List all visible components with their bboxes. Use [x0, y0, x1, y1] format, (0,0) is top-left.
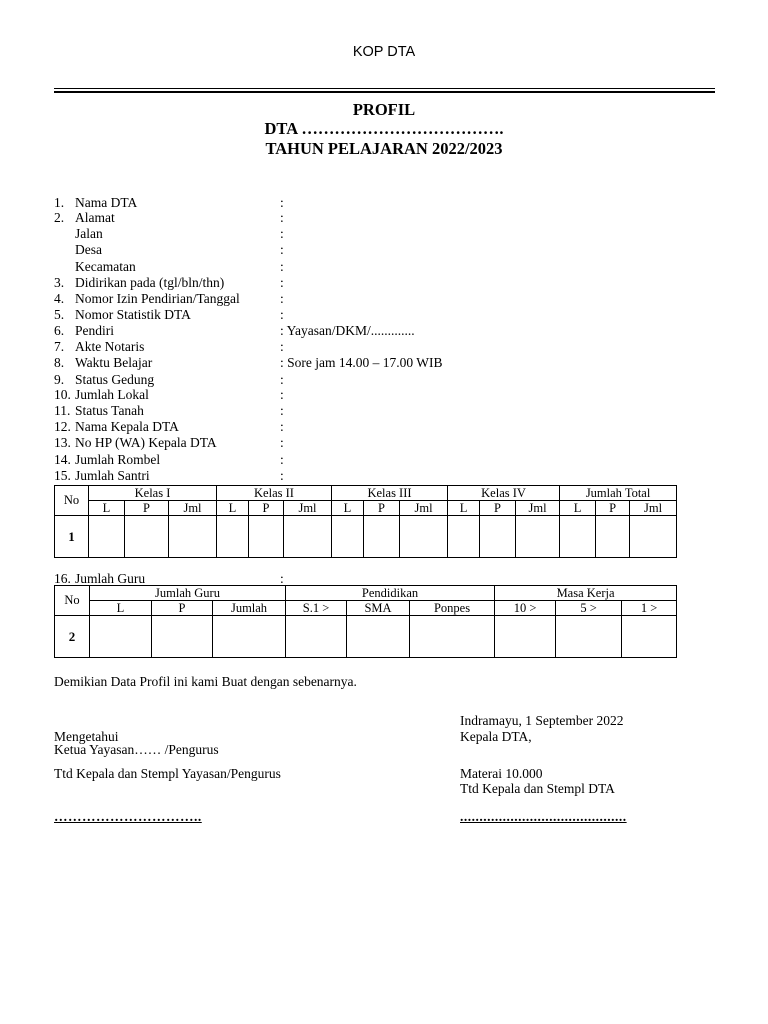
field-number: 12. — [54, 419, 71, 434]
field-value: : — [280, 468, 284, 483]
left-sign-ttd: Ttd Kepala dan Stempl Yayasan/Pengurus — [54, 766, 281, 781]
field-value: : — [280, 291, 284, 306]
guru-sub-header: S.1 > — [286, 601, 347, 616]
guru-sub-header: 1 > — [622, 601, 677, 616]
field-value: : — [280, 242, 284, 257]
santri-group-header: Jumlah Total — [560, 486, 677, 501]
field-value: : Yayasan/DKM/............. — [280, 323, 415, 338]
field-label: Jumlah Rombel — [75, 452, 161, 467]
santri-cell — [560, 516, 596, 558]
santri-sub-header: Jml — [630, 501, 677, 516]
santri-cell — [169, 516, 217, 558]
field-label: Desa — [75, 242, 102, 257]
field-value: : — [280, 275, 284, 290]
field-label: Status Gedung — [75, 372, 155, 387]
santri-sub-header: L — [560, 501, 596, 516]
santri-sub-header: Jml — [284, 501, 332, 516]
field-label: Nomor Statistik DTA — [75, 307, 191, 322]
santri-group-header: Kelas II — [217, 486, 332, 501]
santri-sub-header: Jml — [169, 501, 217, 516]
field-number: 2. — [54, 210, 65, 225]
santri-sub-header: Jml — [516, 501, 560, 516]
doc-subtitle-year: TAHUN PELAJARAN 2022/2023 — [265, 139, 503, 158]
field-value: : — [280, 452, 284, 467]
santri-no-header: No — [55, 486, 89, 516]
field-label: Pendiri — [75, 323, 114, 338]
santri-cell — [125, 516, 169, 558]
field-label: Nama Kepala DTA — [75, 419, 179, 434]
right-sign-ttd: Ttd Kepala dan Stempl DTA — [460, 781, 615, 796]
field-value: : — [280, 403, 284, 418]
guru-cell — [152, 616, 213, 658]
letterhead-title: KOP DTA — [352, 44, 416, 60]
santri-cell — [284, 516, 332, 558]
field-number: 7. — [54, 339, 65, 354]
field-value: : — [280, 210, 284, 225]
field-value: : — [280, 435, 284, 450]
guru-cell — [495, 616, 556, 658]
guru-group-header: Pendidikan — [286, 586, 495, 601]
field-label: Nama DTA — [75, 195, 138, 210]
guru-cell — [556, 616, 622, 658]
santri-cell — [217, 516, 249, 558]
closing-statement: Demikian Data Profil ini kami Buat dengan sebenarnya. — [54, 674, 357, 689]
field-value: : — [280, 226, 284, 241]
santri-sub-header: Jml — [400, 501, 448, 516]
santri-cell — [630, 516, 677, 558]
guru-row-number: 2 — [55, 616, 90, 658]
guru-sub-header: SMA — [347, 601, 410, 616]
santri-cell — [596, 516, 630, 558]
santri-sub-header: P — [596, 501, 630, 516]
field-label: Kecamatan — [75, 259, 136, 274]
guru-cell — [213, 616, 286, 658]
guru-no-header: No — [55, 586, 90, 616]
guru-group-header: Jumlah Guru — [90, 586, 286, 601]
santri-sub-header: P — [125, 501, 169, 516]
santri-cell — [400, 516, 448, 558]
santri-cell — [332, 516, 364, 558]
field-number: 6. — [54, 323, 65, 338]
right-sign-materai: Materai 10.000 — [460, 766, 543, 781]
santri-cell — [516, 516, 560, 558]
left-sign-heading: Mengetahui — [54, 729, 119, 744]
santri-sub-header: L — [332, 501, 364, 516]
guru-sub-header: Ponpes — [410, 601, 495, 616]
guru-cell — [622, 616, 677, 658]
doc-subtitle-dta: DTA ………………………………. — [264, 119, 504, 138]
field-number: 14. — [54, 452, 71, 467]
doc-title: PROFIL — [352, 100, 416, 119]
field-label: Jumlah Santri — [75, 468, 150, 483]
santri-cell — [364, 516, 400, 558]
field-number: 9. — [54, 372, 65, 387]
right-sign-role: Kepala DTA, — [460, 729, 532, 744]
field-label: Waktu Belajar — [75, 355, 153, 370]
field-label: Jalan — [75, 226, 103, 241]
field-number: 5. — [54, 307, 65, 322]
field-value: : — [280, 419, 284, 434]
field-value: : — [280, 571, 284, 586]
guru-cell — [90, 616, 152, 658]
santri-sub-header: L — [89, 501, 125, 516]
guru-cell — [410, 616, 495, 658]
santri-cell — [480, 516, 516, 558]
field-number: 15. — [54, 468, 71, 483]
santri-row-number: 1 — [55, 516, 89, 558]
field-number: 10. — [54, 387, 71, 402]
santri-group-header: Kelas IV — [448, 486, 560, 501]
field-label: Jumlah Guru — [75, 571, 146, 586]
field-value: : — [280, 372, 284, 387]
guru-sub-header: 5 > — [556, 601, 622, 616]
guru-table — [54, 585, 677, 658]
right-signature-line: ........................................... — [460, 809, 627, 824]
field-value: : — [280, 259, 284, 274]
header-rule-thin — [54, 88, 715, 89]
santri-sub-header: L — [448, 501, 480, 516]
field-label: Alamat — [75, 210, 115, 225]
field-value: : — [280, 307, 284, 322]
field-number: 8. — [54, 355, 65, 370]
santri-table — [54, 485, 677, 558]
field-value: : Sore jam 14.00 – 17.00 WIB — [280, 355, 443, 370]
santri-sub-header: P — [249, 501, 284, 516]
field-number: 16. — [54, 571, 71, 586]
field-label: Didirikan pada (tgl/bln/thn) — [75, 275, 225, 290]
guru-cell — [286, 616, 347, 658]
santri-sub-header: L — [217, 501, 249, 516]
field-label: Status Tanah — [75, 403, 144, 418]
field-value: : — [280, 339, 284, 354]
field-number: 11. — [54, 403, 71, 418]
guru-sub-header: L — [90, 601, 152, 616]
field-value: : — [280, 387, 284, 402]
santri-cell — [249, 516, 284, 558]
field-value: : — [280, 195, 284, 210]
field-label: Nomor Izin Pendirian/Tanggal — [75, 291, 240, 306]
sign-date: Indramayu, 1 September 2022 — [460, 713, 624, 728]
field-number: 1. — [54, 195, 65, 210]
guru-sub-header: P — [152, 601, 213, 616]
santri-cell — [89, 516, 125, 558]
santri-sub-header: P — [364, 501, 400, 516]
santri-cell — [448, 516, 480, 558]
field-number: 4. — [54, 291, 65, 306]
santri-group-header: Kelas III — [332, 486, 448, 501]
left-sign-role: Ketua Yayasan…… /Pengurus — [54, 742, 219, 757]
field-label: No HP (WA) Kepala DTA — [75, 435, 217, 450]
field-label: Jumlah Lokal — [75, 387, 149, 402]
field-number: 13. — [54, 435, 71, 450]
guru-sub-header: Jumlah — [213, 601, 286, 616]
guru-group-header: Masa Kerja — [495, 586, 677, 601]
guru-sub-header: 10 > — [495, 601, 556, 616]
field-label: Akte Notaris — [75, 339, 145, 354]
santri-group-header: Kelas I — [89, 486, 217, 501]
guru-cell — [347, 616, 410, 658]
header-rule-thick — [54, 91, 715, 93]
left-signature-line: ………………………….. — [54, 809, 202, 824]
field-number: 3. — [54, 275, 65, 290]
santri-sub-header: P — [480, 501, 516, 516]
